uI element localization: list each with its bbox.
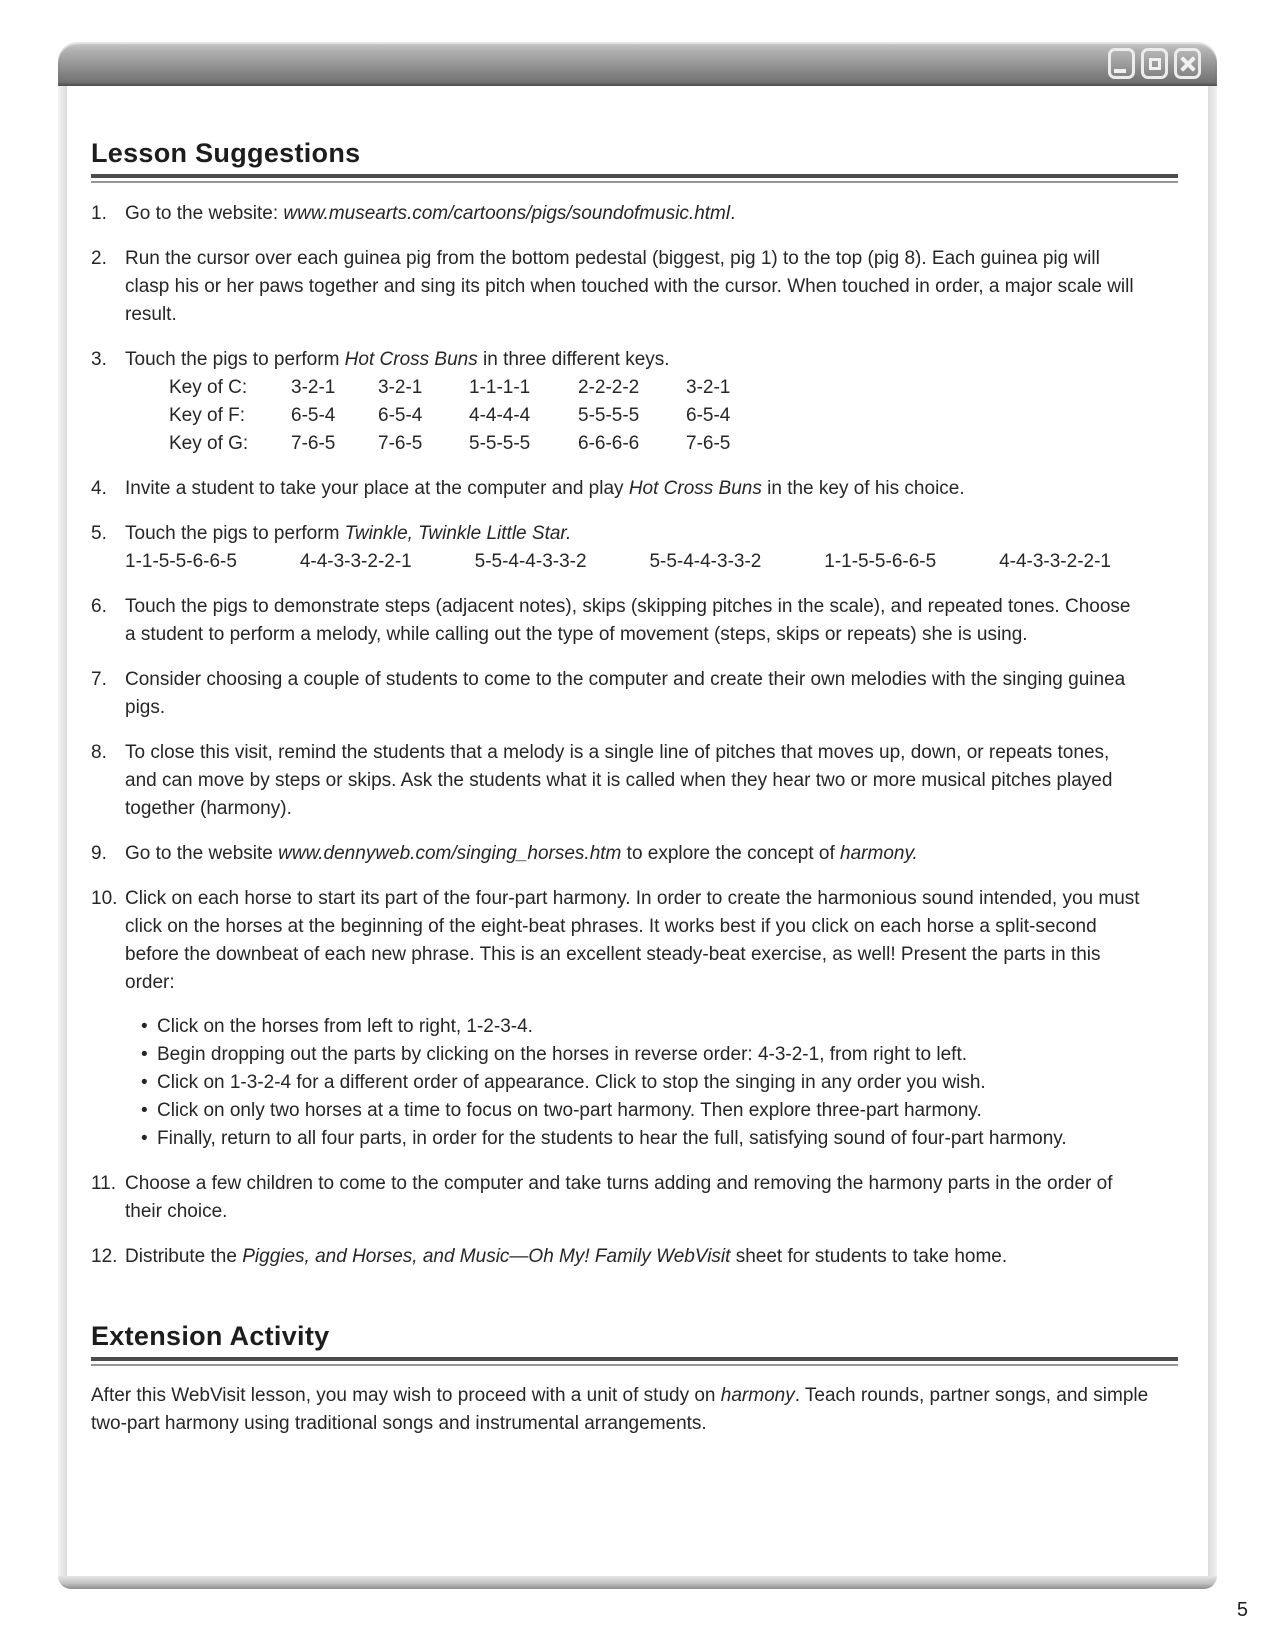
note-phrase: 4-4-3-3-2-2-1 — [299, 551, 412, 572]
key-table-row — [169, 374, 1145, 402]
key-cell: 7-6-5 — [686, 433, 731, 454]
key-row-label: Key of G: — [169, 433, 249, 454]
item-text — [125, 478, 965, 499]
list-item — [91, 245, 1178, 329]
bullet-text — [157, 1013, 1122, 1041]
key-table-row — [169, 430, 1145, 458]
window-border-right — [1208, 86, 1217, 1576]
key-cell: 6-5-4 — [686, 405, 731, 426]
key-cell: 4-4-4-4 — [469, 405, 531, 426]
list-item — [91, 885, 1178, 1153]
minimize-icon — [1114, 69, 1126, 73]
bullet-text — [157, 1125, 1122, 1153]
key-cell: 7-6-5 — [291, 433, 336, 454]
text-run: Touch the pigs to perform — [125, 349, 345, 370]
page-content — [67, 86, 1208, 1576]
bullet-icon: • — [141, 1044, 148, 1065]
key-cell: 7-6-5 — [378, 433, 423, 454]
key-cell: 6-6-6-6 — [578, 433, 640, 454]
list-item — [91, 1243, 1178, 1271]
window-frame — [58, 42, 1217, 1589]
lesson-list — [91, 200, 1178, 1271]
list-item — [91, 520, 1178, 576]
text-run: Go to the website — [125, 843, 279, 864]
heading-rule — [91, 174, 1178, 183]
text-run: Hot Cross Buns — [344, 349, 478, 370]
key-row-label: Key of C: — [169, 377, 248, 398]
text-run: To close this visit, remind the students that a melody is a single line of pitches that moves up, down, or repeats tones, and can move by steps or skips. Ask the students what it is called when they hear two or more musical pitches played together (harmony). — [125, 742, 1113, 819]
bullet-list — [125, 1013, 1145, 1153]
key-cell: 6-5-4 — [378, 405, 423, 426]
bullet-item — [125, 1125, 1145, 1153]
text-run: Click on each horse to start its part of the four-part harmony. In order to create the harmonious sound intended, you must click on the horses at the beginning of the eight-beat phrases. It works best if you click on each horse a split-second before the downbeat of each new phrase. This is an excellent steady-beat exercise, as well! Present the parts in this order: — [125, 888, 1140, 993]
item-text — [125, 203, 735, 224]
text-run: After this WebVisit lesson, you may wish to proceed with a unit of study on — [91, 1385, 721, 1406]
text-run: harmony — [720, 1385, 795, 1406]
window-border-bottom — [58, 1576, 1217, 1589]
text-run: Hot Cross Buns — [628, 478, 762, 499]
item-body — [125, 1170, 1145, 1226]
item-number: 6. — [91, 596, 107, 617]
window-titlebar — [58, 42, 1217, 86]
list-item — [91, 200, 1178, 228]
heading-rule — [91, 1357, 1178, 1366]
text-run: . Teach rounds, partner songs, and simple two-part harmony using traditional songs and instrumental arrangements. — [91, 1385, 1149, 1434]
key-cell: 5-5-5-5 — [578, 405, 640, 426]
extension-activity-heading: Extension Activity — [91, 1321, 330, 1351]
bullet-item — [125, 1069, 1145, 1097]
item-number: 4. — [91, 478, 107, 499]
item-body — [125, 666, 1145, 722]
item-body — [125, 885, 1145, 1153]
item-text — [125, 669, 1125, 718]
item-number: 5. — [91, 523, 107, 544]
list-item — [91, 475, 1178, 503]
text-run: Distribute the — [125, 1246, 243, 1267]
key-cell: 6-5-4 — [291, 405, 336, 426]
text-run: Go to the website: — [125, 203, 284, 224]
note-phrase: 1-1-5-5-6-6-5 — [125, 551, 237, 572]
lesson-suggestions-heading: Lesson Suggestions — [91, 138, 361, 168]
key-row-label: Key of F: — [169, 405, 246, 426]
text-run: Invite a student to take your place at the computer and play — [125, 478, 629, 499]
item-body — [125, 840, 1145, 868]
item-text — [125, 1173, 1113, 1222]
text-run: in the key of his choice. — [761, 478, 965, 499]
text-run: Click on only two horses at a time to focus on two-part harmony. Then explore three-part harmony. — [157, 1100, 982, 1121]
text-run: Touch the pigs to demonstrate steps (adjacent notes), skips (skipping pitches in the scale), and repeated tones. Choose a student to perform a melody, while calling out the type of movement (steps, skips or repeats) she is using. — [125, 596, 1131, 645]
note-phrase: 5-5-4-4-3-3-2 — [474, 551, 587, 572]
item-number: 1. — [91, 203, 107, 224]
item-text — [125, 596, 1130, 645]
text-run: to explore the concept of — [621, 843, 841, 864]
item-body — [125, 245, 1145, 329]
list-item — [91, 593, 1178, 649]
close-icon — [1177, 51, 1198, 76]
item-text — [125, 742, 1112, 819]
minimize-button[interactable] — [1108, 48, 1135, 79]
key-cell: 2-2-2-2 — [578, 377, 640, 398]
text-run: www.musearts.com/cartoons/pigs/soundofmusic.html — [283, 203, 731, 224]
text-run: Twinkle, Twinkle Little Star. — [344, 523, 572, 544]
text-run: Finally, return to all four parts, in order for the students to hear the full, satisfying sound of four-part harmony. — [157, 1128, 1067, 1149]
item-text — [125, 248, 1134, 325]
item-number: 9. — [91, 843, 107, 864]
key-cell: 1-1-1-1 — [469, 377, 531, 398]
text-run: Click on 1-3-2-4 for a different order of appearance. Click to stop the singing in any order you wish. — [157, 1072, 986, 1093]
item-body — [125, 739, 1145, 823]
item-text — [125, 523, 571, 544]
list-item — [91, 346, 1178, 458]
bullet-text — [157, 1069, 1122, 1097]
item-number: 12. — [91, 1246, 118, 1267]
item-body — [125, 200, 1145, 228]
note-row — [125, 548, 1111, 576]
item-number: 11. — [91, 1173, 117, 1194]
list-item — [91, 666, 1178, 722]
item-body — [125, 520, 1145, 576]
item-text — [125, 349, 670, 370]
window-controls — [1108, 48, 1201, 79]
key-cell: 3-2-1 — [291, 377, 336, 398]
note-phrase: 5-5-4-4-3-3-2 — [649, 551, 762, 572]
item-text — [125, 843, 918, 864]
bullet-icon: • — [141, 1016, 148, 1037]
key-cell: 5-5-5-5 — [469, 433, 531, 454]
item-body — [125, 475, 1145, 503]
text-run: sheet for students to take home. — [730, 1246, 1008, 1267]
key-table — [169, 374, 1145, 458]
close-button[interactable] — [1174, 48, 1201, 79]
item-number: 10. — [91, 888, 118, 909]
item-body — [125, 346, 1145, 458]
item-body — [125, 1243, 1145, 1271]
text-run: Consider choosing a couple of students to come to the computer and create their own melodies with the singing guinea pigs. — [125, 669, 1126, 718]
text-run: harmony. — [840, 843, 918, 864]
bullet-icon: • — [141, 1128, 148, 1149]
maximize-icon — [1149, 58, 1161, 70]
key-table-row — [169, 402, 1145, 430]
text-run: www.dennyweb.com/singing_horses.htm — [278, 843, 622, 864]
list-item — [91, 739, 1178, 823]
maximize-button[interactable] — [1141, 48, 1168, 79]
window-border-left — [58, 86, 67, 1576]
list-item — [91, 1170, 1178, 1226]
list-item — [91, 840, 1178, 868]
item-number: 3. — [91, 349, 107, 370]
text-run: Touch the pigs to perform — [125, 523, 345, 544]
bullet-text — [157, 1041, 1122, 1069]
bullet-item — [125, 1097, 1145, 1125]
item-number: 8. — [91, 742, 107, 763]
note-phrase: 1-1-5-5-6-6-5 — [824, 551, 937, 572]
bullet-icon: • — [141, 1100, 148, 1121]
text-run: in three different keys. — [477, 349, 670, 370]
item-number: 7. — [91, 669, 107, 690]
text-run: Begin dropping out the parts by clicking on the horses in reverse order: 4-3-2-1, from right to left. — [157, 1044, 968, 1065]
text-run: Piggies, and Horses, and Music—Oh My! Family WebVisit — [242, 1246, 731, 1267]
item-number: 2. — [91, 248, 107, 269]
text-run: Run the cursor over each guinea pig from the bottom pedestal (biggest, pig 1) to the top (pig 8). Each guinea pig will clasp his or her paws together and sing its pitch when touched with the cursor. When touched in order, a major scale will result. — [125, 248, 1134, 325]
note-phrase: 4-4-3-3-2-2-1 — [999, 551, 1111, 572]
bullet-item — [125, 1013, 1145, 1041]
text-run: Choose a few children to come to the computer and take turns adding and removing the harmony parts in the order of their choice. — [125, 1173, 1113, 1222]
bullet-icon: • — [141, 1072, 148, 1093]
item-text — [125, 1246, 1007, 1267]
bullet-text — [157, 1097, 1122, 1125]
text-run: Click on the horses from left to right, 1-2-3-4. — [157, 1016, 533, 1037]
key-cell: 3-2-1 — [686, 377, 731, 398]
item-text — [125, 888, 1140, 993]
text-run: . — [730, 203, 736, 224]
extension-paragraph — [91, 1382, 1151, 1438]
key-cell: 3-2-1 — [378, 377, 423, 398]
page-number: 5 — [1236, 1599, 1248, 1621]
bullet-item — [125, 1041, 1145, 1069]
item-body — [125, 593, 1145, 649]
